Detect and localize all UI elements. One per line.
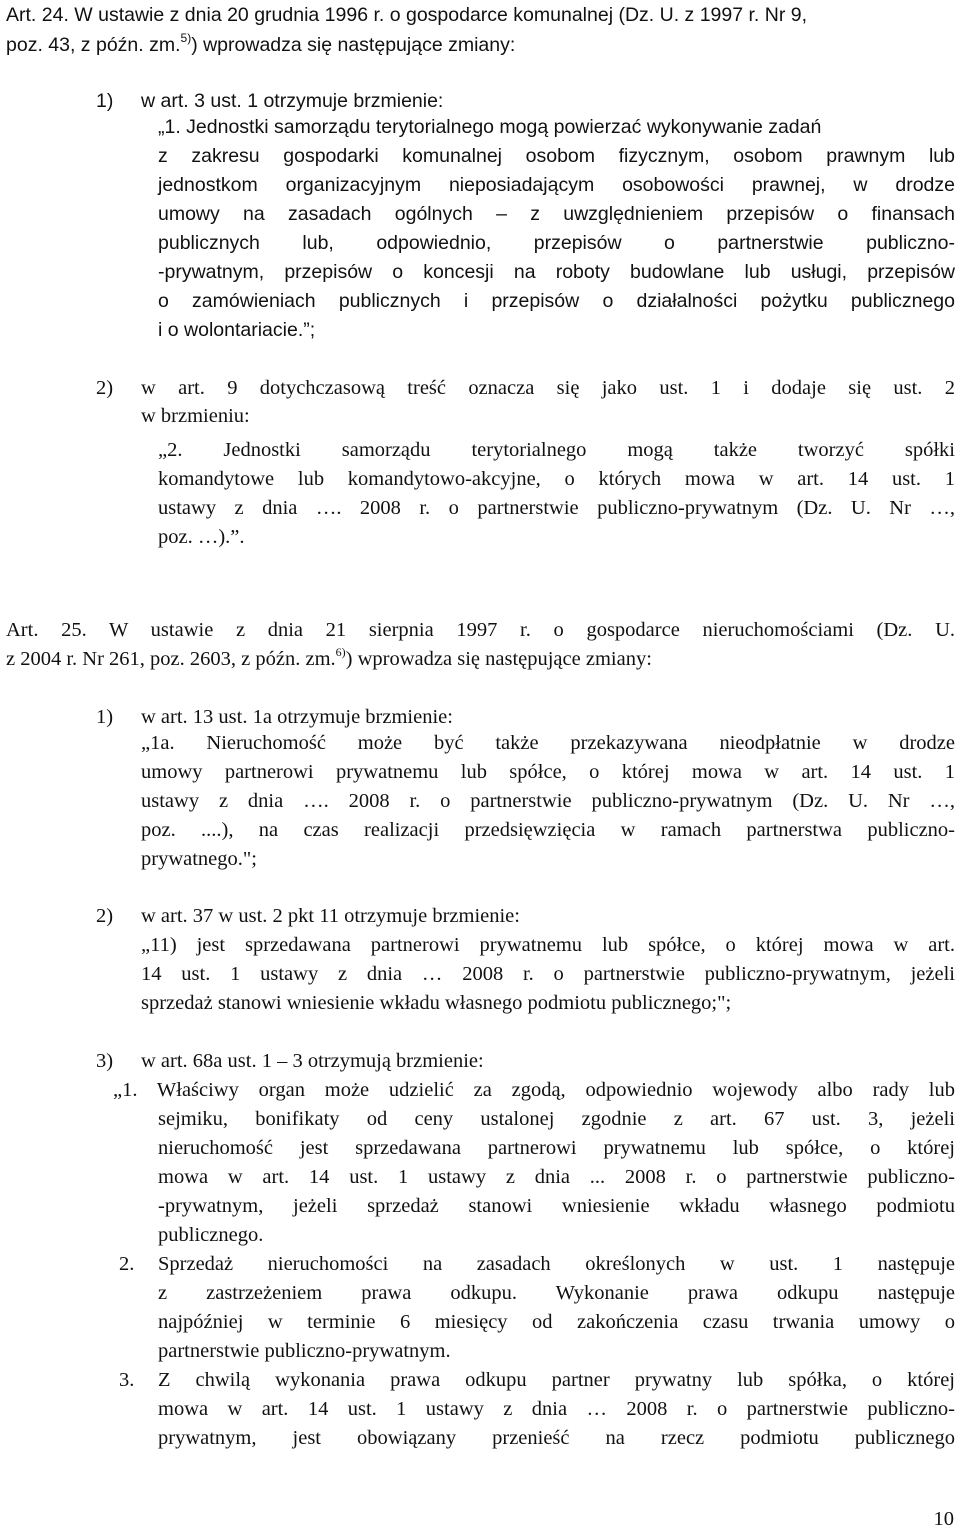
paragraph-number: 2. xyxy=(119,1253,135,1275)
item-intro: w art. 9 dotychczasową treść oznacza się jako ust. 1 i dodaje się ust. 2 xyxy=(141,377,955,399)
art24-heading-line-2 xyxy=(6,31,516,56)
quote-line: z zakresu gospodarki komunalnej osobom fizycznym, osobom prawnym lub xyxy=(158,145,955,167)
quote-line: z zastrzeżeniem prawa odkupu. Wykonanie prawa odkupu następuje xyxy=(158,1282,955,1304)
art25-heading-line-1: Art. 25. W ustawie z dnia 21 sierpnia 1997 r. o gospodarce nieruchomościami (Dz. U. xyxy=(6,619,955,641)
paragraph-number: 3. xyxy=(119,1369,135,1391)
item-intro: w art. 68a ust. 1 – 3 otrzymują brzmienie: xyxy=(141,1050,484,1072)
quote-line: sejmiku, bonifikaty od ceny ustalonej zgodnie z art. 67 ust. 3, jeżeli xyxy=(158,1108,955,1130)
quote-line: Z chwilą wykonania prawa odkupu partner prywatny lub spółka, o której xyxy=(158,1369,955,1391)
quote-line: mowa w art. 14 ust. 1 ustawy z dnia ... 2008 r. o partnerstwie publiczno- xyxy=(158,1166,955,1188)
quote-line: „1a. Nieruchomość może być także przekazywana nieodpłatnie w drodze xyxy=(141,732,955,754)
item-number: 2) xyxy=(96,377,114,399)
quote-line: ustawy z dnia …. 2008 r. o partnerstwie publiczno-prywatnym (Dz. U. Nr …, xyxy=(158,497,955,519)
art24-heading-text: poz. 43, z późn. zm. xyxy=(6,34,181,56)
quote-line: „1. Właściwy organ może udzielić za zgodą, odpowiednio wojewody albo rady lub xyxy=(113,1079,955,1101)
footnote-ref-6: 6) xyxy=(335,645,346,659)
item-intro: w art. 3 ust. 1 otrzymuje brzmienie: xyxy=(141,90,444,112)
quote-line: prywatnego."; xyxy=(141,848,257,870)
quote-line: „11) jest sprzedawana partnerowi prywatnemu lub spółce, o której mowa w art. xyxy=(141,934,955,956)
quote-line: komandytowe lub komandytowo-akcyjne, o których mowa w art. 14 ust. 1 xyxy=(158,468,955,490)
quote-line: jednostkom organizacyjnym nieposiadającym osobowości prawnej, w drodze xyxy=(158,174,955,196)
quote-line: o zamówieniach publicznych i przepisów o działalności pożytku publicznego xyxy=(158,290,955,312)
quote-line: ustawy z dnia …. 2008 r. o partnerstwie publiczno-prywatnym (Dz. U. Nr …, xyxy=(141,790,955,812)
quote-line: publicznych lub, odpowiednio, przepisów o partnerstwie publiczno- xyxy=(158,232,955,254)
page-number: 10 xyxy=(933,1508,954,1530)
item-intro: w art. 37 w ust. 2 pkt 11 otrzymuje brzmienie: xyxy=(141,905,520,927)
quote-line: -prywatnym, przepisów o koncesji na roboty budowlane lub usługi, przepisów xyxy=(158,261,955,283)
quote-line: umowy partnerowi prywatnemu lub spółce, o której mowa w art. 14 ust. 1 xyxy=(141,761,955,783)
quote-line: 14 ust. 1 ustawy z dnia … 2008 r. o partnerstwie publiczno-prywatnym, jeżeli xyxy=(141,963,955,985)
quote-line: Sprzedaż nieruchomości na zasadach określonych w ust. 1 następuje xyxy=(158,1253,955,1275)
quote-line: „1. Jednostki samorządu terytorialnego mogą powierzać wykonywanie zadań xyxy=(158,116,822,138)
quote-line: poz. …).”. xyxy=(158,526,245,548)
item-intro: w art. 13 ust. 1a otrzymuje brzmienie: xyxy=(141,706,453,728)
quote-line: -prywatnym, jeżeli sprzedaż stanowi wniesienie wkładu własnego podmiotu xyxy=(158,1195,955,1217)
art25-heading-text-end: ) wprowadza się następujące zmiany: xyxy=(345,648,652,670)
quote-line: sprzedaż stanowi wniesienie wkładu własnego podmiotu publicznego;"; xyxy=(141,992,732,1014)
footnote-ref-5: 5) xyxy=(180,31,192,45)
item-intro-cont: w brzmieniu: xyxy=(141,405,250,427)
quote-line: najpóźniej w terminie 6 miesięcy od zakończenia czasu trwania umowy o xyxy=(158,1311,955,1333)
item-number: 1) xyxy=(96,90,114,112)
art24-heading-line-1: Art. 24. W ustawie z dnia 20 grudnia 1996 r. o gospodarce komunalnej (Dz. U. z 1997 r. Nr 9, xyxy=(6,4,808,26)
item-number: 2) xyxy=(96,905,114,927)
quote-line: umowy na zasadach ogólnych – z uwzględnieniem przepisów o finansach xyxy=(158,203,955,225)
item-number: 1) xyxy=(96,706,114,728)
quote-line: i o wolontariacie.”; xyxy=(158,319,316,341)
quote-line: prywatnym, jest obowiązany przenieść na rzecz podmiotu publicznego xyxy=(158,1427,955,1449)
item-number: 3) xyxy=(96,1050,114,1072)
quote-line: publicznego. xyxy=(158,1224,264,1246)
quote-line: „2. Jednostki samorządu terytorialnego mogą także tworzyć spółki xyxy=(158,439,955,461)
quote-line: partnerstwie publiczno-prywatnym. xyxy=(158,1340,451,1362)
art25-heading-line-2 xyxy=(6,645,652,670)
quote-line: mowa w art. 14 ust. 1 ustawy z dnia … 2008 r. o partnerstwie publiczno- xyxy=(158,1398,955,1420)
quote-line: poz. ....), na czas realizacji przedsięwzięcia w ramach partnerstwa publiczno- xyxy=(141,819,955,841)
quote-line: nieruchomość jest sprzedawana partnerowi prywatnemu lub spółce, o której xyxy=(158,1137,955,1159)
art25-heading-text: z 2004 r. Nr 261, poz. 2603, z późn. zm. xyxy=(6,648,336,670)
art24-heading-text-end: ) wprowadza się następujące zmiany: xyxy=(191,34,516,56)
